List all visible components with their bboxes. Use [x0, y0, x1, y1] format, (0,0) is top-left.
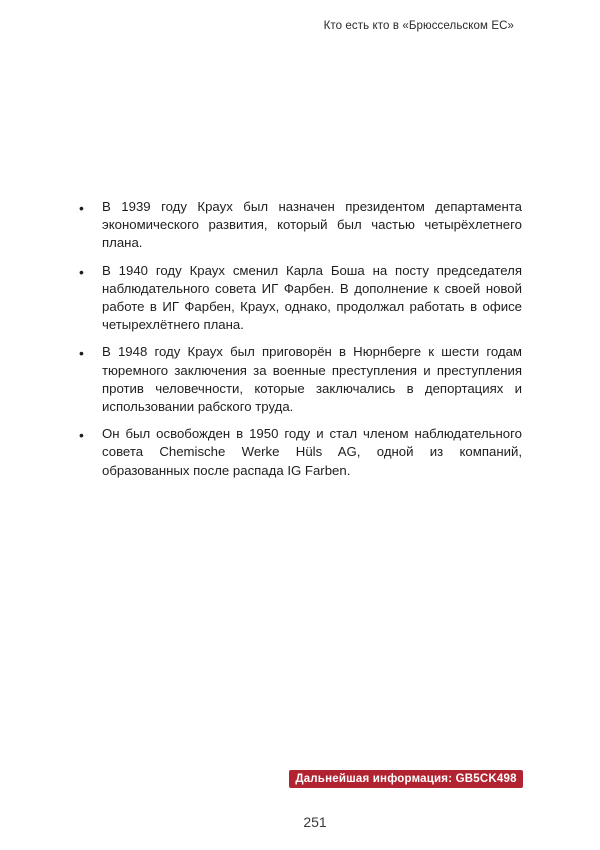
bullet-text: В 1939 году Краух был назначен президентом департамента экономического развития, который был частью четырёхлетнего плана.: [102, 199, 522, 251]
bullet-item: [76, 425, 522, 480]
bullet-item: [76, 343, 522, 416]
bullet-dot: •: [79, 345, 84, 362]
bullet-dot: •: [79, 200, 84, 216]
bullet-list: [76, 198, 522, 489]
running-header: Кто есть кто в «Брюссельском ЕС»: [323, 20, 514, 32]
bullet-dot: •: [79, 427, 84, 444]
more-info-badge[interactable]: Дальнейшая информация: GB5CK498: [289, 770, 523, 788]
bullet-dot: •: [79, 263, 84, 280]
bullet-text: В 1940 году Краух сменил Карла Боша на посту председателя наблюдательного совета ИГ Фарбен. В дополнение к своей новой работе в ИГ Фарбен, Краух, однако, продолжал работать в офисе четырехлётнего плана.: [102, 262, 522, 333]
bullet-item: [76, 262, 522, 335]
bullet-text: Он был освобожден в 1950 году и стал членом наблюдательного совета Chemische Werke Hüls AG, одной из компаний, образованных после распада IG Farben.: [102, 426, 522, 478]
bullet-text: В 1948 году Краух был приговорён в Нюрнберге к шести годам тюремного заключения за военные преступления и преступления против человечности, которые заключались в депортациях и использовании рабского труда.: [102, 344, 522, 415]
page-number: 251: [303, 814, 327, 830]
bullet-item: [76, 198, 522, 253]
